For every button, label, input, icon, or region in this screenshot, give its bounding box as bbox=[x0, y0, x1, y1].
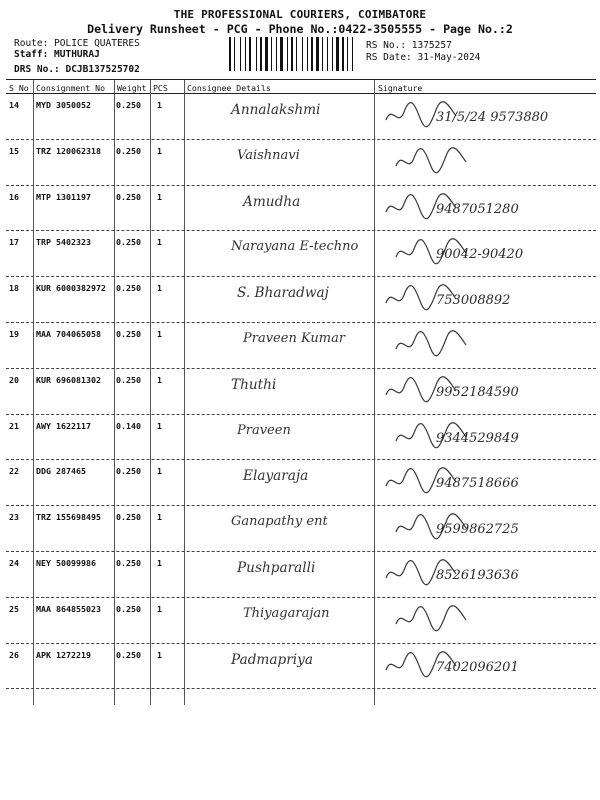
row-pcs: 1 bbox=[157, 329, 162, 339]
col-sno: S No bbox=[9, 83, 29, 93]
table-row bbox=[6, 323, 596, 369]
table-row bbox=[6, 140, 596, 186]
row-sno: 19 bbox=[9, 329, 19, 339]
company-title: THE PROFESSIONAL COURIERS, COIMBATORE bbox=[173, 8, 427, 21]
row-consignment-no: MTP 1301197 bbox=[36, 191, 91, 202]
row-weight: 0.250 bbox=[116, 374, 141, 385]
row-sno: 16 bbox=[9, 191, 19, 202]
signature-scribble bbox=[394, 604, 474, 634]
signature-phone-handwritten: 9952184590 bbox=[436, 384, 519, 400]
table-row bbox=[6, 94, 596, 140]
signature-scribble bbox=[394, 146, 474, 176]
row-consignee-handwritten: Amudha bbox=[243, 193, 301, 210]
row-consignment-no: NEY 50099986 bbox=[36, 558, 96, 568]
row-weight: 0.250 bbox=[116, 145, 141, 156]
row-pcs: 1 bbox=[157, 603, 162, 614]
row-weight: 0.250 bbox=[116, 329, 141, 339]
signature-phone-handwritten: 9599862725 bbox=[436, 522, 519, 538]
row-consignee-handwritten: Praveen Kumar bbox=[243, 331, 346, 346]
row-consignee-handwritten: Thiyagarajan bbox=[243, 605, 330, 621]
row-weight: 0.140 bbox=[116, 420, 141, 431]
barcode bbox=[229, 37, 361, 71]
signature-phone-handwritten: 9344529849 bbox=[436, 430, 519, 446]
row-pcs: 1 bbox=[157, 558, 162, 568]
row-consignee-handwritten: Annalakshmi bbox=[231, 102, 321, 118]
runsheet-subtitle: Delivery Runsheet - PCG - Phone No.:0422-3505555 - Page No.:2 bbox=[87, 22, 513, 36]
row-sno: 25 bbox=[9, 603, 19, 614]
row-weight: 0.250 bbox=[116, 191, 141, 202]
staff-label: Staff: MUTHURAJ bbox=[14, 49, 100, 60]
row-consignment-no: TRP 5402323 bbox=[36, 237, 91, 248]
rs-date: RS Date: 31-May-2024 bbox=[366, 52, 481, 63]
row-consignee-handwritten: Vaishnavi bbox=[237, 147, 300, 163]
table-row bbox=[6, 277, 596, 323]
row-separator bbox=[6, 688, 596, 689]
col-consignment: Consignment No bbox=[36, 83, 106, 93]
table-row bbox=[6, 506, 596, 552]
row-sno: 17 bbox=[9, 237, 19, 248]
row-pcs: 1 bbox=[157, 191, 162, 202]
row-sno: 24 bbox=[9, 558, 19, 568]
header-top-rule bbox=[6, 79, 596, 80]
table-row bbox=[6, 369, 596, 415]
row-sno: 15 bbox=[9, 145, 19, 156]
route-label: Route: POLICE QUATERES bbox=[14, 38, 140, 49]
row-pcs: 1 bbox=[157, 145, 162, 156]
signature-phone-handwritten: 31/5/24 9573880 bbox=[436, 110, 549, 125]
row-weight: 0.250 bbox=[116, 237, 141, 248]
row-consignee-handwritten: Padmapriya bbox=[231, 651, 313, 668]
signature-scribble bbox=[394, 329, 474, 359]
col-consignee: Consignee Details bbox=[187, 83, 271, 93]
row-pcs: 1 bbox=[157, 649, 162, 660]
row-consignment-no: TRZ 120062318 bbox=[36, 145, 101, 156]
row-sno: 20 bbox=[9, 374, 19, 385]
row-pcs: 1 bbox=[157, 374, 162, 385]
row-pcs: 1 bbox=[157, 512, 162, 523]
row-sno: 26 bbox=[9, 649, 19, 660]
row-pcs: 1 bbox=[157, 283, 162, 294]
row-weight: 0.250 bbox=[116, 466, 141, 477]
table-row bbox=[6, 186, 596, 232]
table-row bbox=[6, 231, 596, 277]
row-consignment-no: DDG 287465 bbox=[36, 466, 86, 477]
row-consignment-no: APK 1272219 bbox=[36, 649, 91, 660]
signature-phone-handwritten: 90042-90420 bbox=[436, 247, 524, 263]
row-consignee-handwritten: S. Bharadwaj bbox=[237, 285, 329, 302]
row-consignment-no: TRZ 155698495 bbox=[36, 512, 101, 523]
col-weight: Weight bbox=[117, 83, 147, 93]
row-consignment-no: AWY 1622117 bbox=[36, 420, 91, 431]
row-weight: 0.250 bbox=[116, 603, 141, 614]
row-sno: 18 bbox=[9, 283, 19, 294]
signature-phone-handwritten: 9487051280 bbox=[436, 201, 519, 217]
row-weight: 0.250 bbox=[116, 649, 141, 660]
row-pcs: 1 bbox=[157, 420, 162, 431]
table-row bbox=[6, 644, 596, 690]
signature-phone-handwritten: 9487518666 bbox=[436, 476, 519, 492]
row-consignee-handwritten: Elayaraja bbox=[243, 468, 309, 485]
row-consignment-no: KUR 6000382972 bbox=[36, 283, 106, 294]
row-consignee-handwritten: Thuthi bbox=[231, 376, 277, 393]
table-row bbox=[6, 598, 596, 644]
rs-number: RS No.: 1375257 bbox=[366, 40, 452, 51]
row-weight: 0.250 bbox=[116, 283, 141, 294]
signature-phone-handwritten: 7402096201 bbox=[436, 659, 519, 675]
col-pcs: PCS bbox=[153, 83, 168, 93]
row-sno: 14 bbox=[9, 100, 19, 110]
row-weight: 0.250 bbox=[116, 512, 141, 523]
row-consignment-no: KUR 696081302 bbox=[36, 374, 101, 385]
row-sno: 21 bbox=[9, 420, 19, 431]
row-consignee-handwritten: Narayana E-techno bbox=[231, 239, 359, 255]
row-weight: 0.250 bbox=[116, 100, 141, 110]
row-consignment-no: MAA 864855023 bbox=[36, 603, 101, 614]
table-row bbox=[6, 415, 596, 461]
signature-phone-handwritten: 8526193636 bbox=[436, 568, 519, 583]
row-consignee-handwritten: Ganapathy ent bbox=[231, 514, 328, 530]
signature-phone-handwritten: 753008892 bbox=[436, 293, 511, 309]
drs-label: DRS No.: DCJB137525702 bbox=[14, 64, 140, 75]
table-row bbox=[6, 460, 596, 506]
table-row bbox=[6, 552, 596, 598]
row-weight: 0.250 bbox=[116, 558, 141, 568]
row-sno: 23 bbox=[9, 512, 19, 523]
row-consignee-handwritten: Pushparalli bbox=[237, 560, 316, 576]
row-pcs: 1 bbox=[157, 466, 162, 477]
row-sno: 22 bbox=[9, 466, 19, 477]
row-pcs: 1 bbox=[157, 237, 162, 248]
row-consignment-no: MYD 3050052 bbox=[36, 100, 91, 110]
row-consignee-handwritten: Praveen bbox=[237, 422, 291, 438]
col-signature: Signature bbox=[378, 83, 423, 93]
row-consignment-no: MAA 704065058 bbox=[36, 329, 101, 339]
row-pcs: 1 bbox=[157, 100, 162, 110]
